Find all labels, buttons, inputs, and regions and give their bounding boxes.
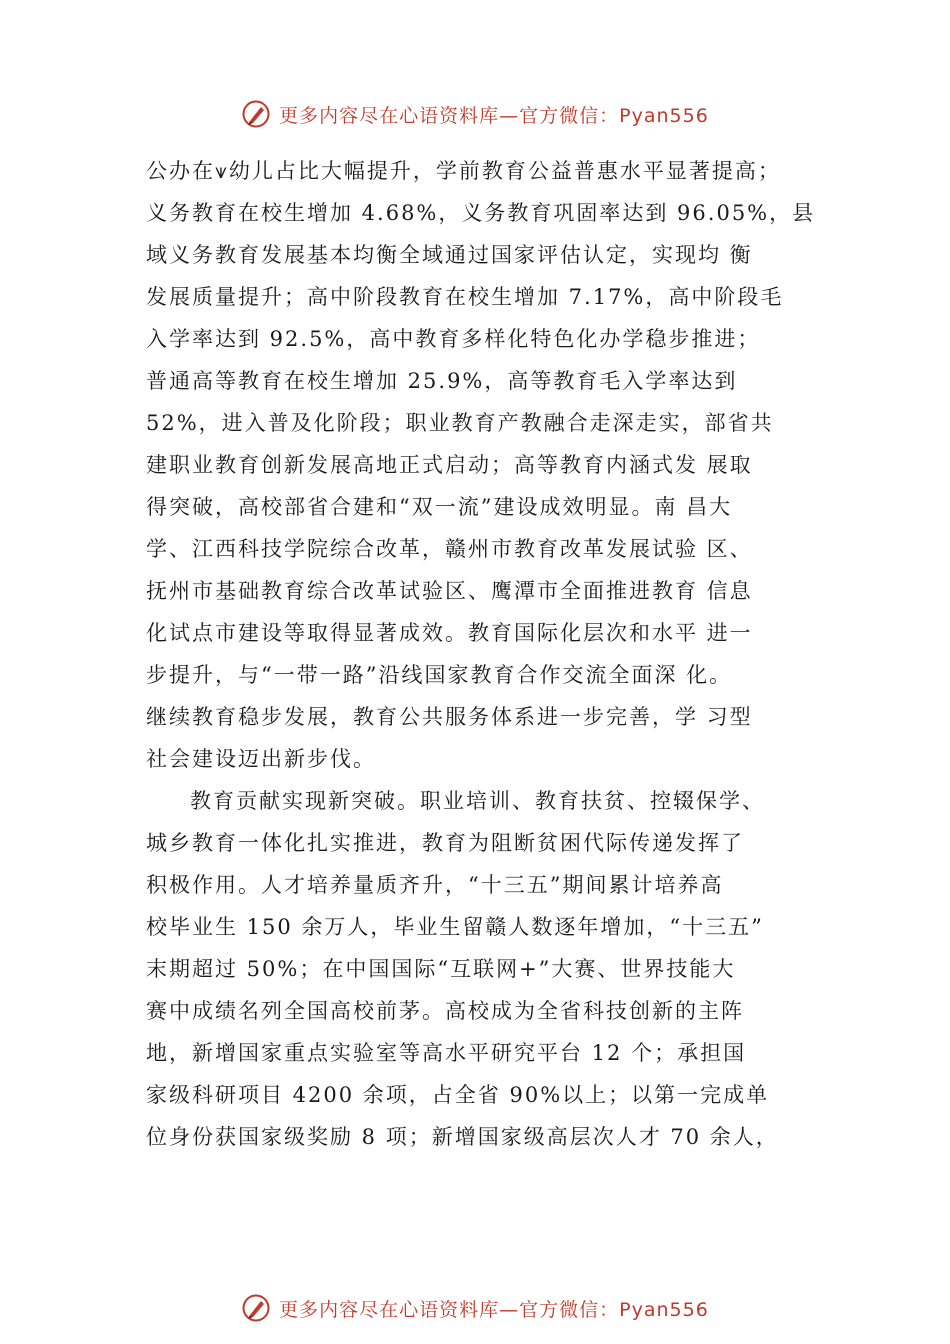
text-line: 域义务教育发展基本均衡全域通过国家评估认定，实现均 衡	[146, 243, 753, 267]
text-line: 末期超过 50%；在中国国际“互联网+”大赛、世界技能大	[146, 957, 736, 981]
text-line: 入学率达到 92.5%，高中教育多样化特色化办学稳步推进；	[146, 327, 761, 351]
text-line: 学、江西科技学院综合改革，赣州市教育改革发展试验 区、	[146, 537, 753, 561]
text-line: 积极作用。人才培养量质齐升，“十三五”期间累计培养高	[146, 873, 724, 897]
text-line: 化试点市建设等取得显著成效。教育国际化层次和水平 进一	[146, 621, 753, 645]
text-line: 位身份获国家级奖励 8 项；新增国家级高层次人才 70 余人，	[146, 1125, 779, 1149]
banner-text: 更多内容尽在心语资料库—官方微信：Pyan556	[279, 104, 709, 127]
text-line: 建职业教育创新发展高地正式启动；高等教育内涵式发 展取	[146, 453, 753, 477]
text-line: 继续教育稳步发展，教育公共服务体系进一步完善，学 习型	[146, 705, 753, 729]
text-line: 52%，进入普及化阶段；职业教育产教融合走深走实，部省共	[146, 411, 774, 435]
text-line: 赛中成绩名列全国高校前茅。高校成为全省科技创新的主阵	[146, 999, 744, 1023]
text-line: 校毕业生 150 余万人，毕业生留赣人数逐年增加，“十三五”	[146, 915, 764, 939]
text-line: 公办在⩛幼儿占比大幅提升，学前教育公益普惠水平显著提高；	[146, 159, 781, 183]
text-line: 社会建设迈出新步伐。	[146, 747, 376, 771]
text-line: 步提升，与“一带一路”沿线国家教育合作交流全面深 化。	[146, 663, 733, 687]
pen-logo-icon	[241, 1293, 271, 1323]
text-line: 家级科研项目 4200 余项，占全省 90%以上；以第一完成单	[146, 1083, 770, 1107]
text-line: 义务教育在校生增加 4.68%，义务教育巩固率达到 96.05%，县	[146, 201, 816, 225]
banner-text: 更多内容尽在心语资料库—官方微信：Pyan556	[279, 1298, 709, 1321]
text-line: 发展质量提升；高中阶段教育在校生增加 7.17%，高中阶段毛	[146, 285, 784, 309]
text-line: 得突破，高校部省合建和“双一流”建设成效明显。南 昌大	[146, 495, 733, 519]
pen-logo-icon	[241, 99, 271, 129]
document-body	[146, 150, 866, 1158]
text-line: 城乡教育一体化扎实推进，教育为阻断贫困代际传递发挥了	[146, 831, 744, 855]
text-line: 地，新增国家重点实验室等高水平研究平台 12 个；承担国	[146, 1041, 747, 1065]
header-banner	[0, 94, 950, 134]
text-line: 抚州市基础教育综合改革试验区、鹰潭市全面推进教育 信息	[146, 579, 753, 603]
text-line: 普通高等教育在校生增加 25.9%，高等教育毛入学率达到	[146, 369, 738, 393]
paragraph-first-line: 教育贡献实现新突破。职业培训、教育扶贫、控辍保学、	[190, 789, 765, 813]
footer-banner	[0, 1288, 950, 1328]
